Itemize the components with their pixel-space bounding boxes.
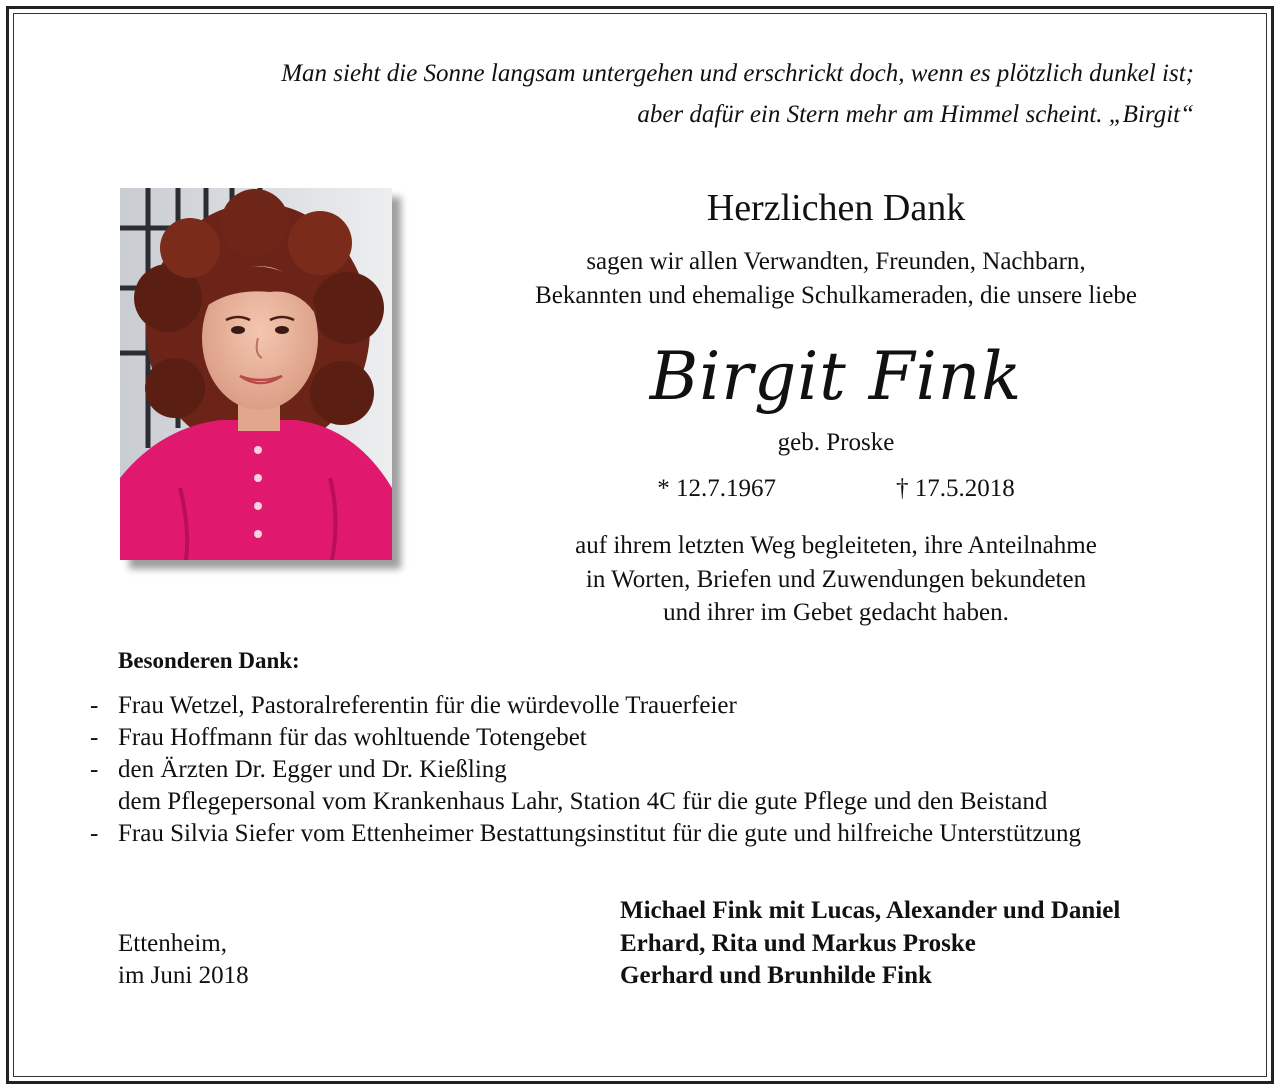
- list-item: [90, 690, 1081, 722]
- list-item-text: den Ärzten Dr. Egger und Dr. Kießling: [118, 756, 507, 783]
- place: Ettenheim,: [118, 930, 227, 957]
- after-line-1: auf ihrem letzten Weg begleiteten, ihre Anteilnahme: [575, 532, 1097, 559]
- list-item-text: Frau Hoffmann für das wohltuende Totengebet: [118, 724, 587, 751]
- list-item: [90, 818, 1081, 850]
- intro-line-2: Bekannten und ehemalige Schulkameraden, die unsere liebe: [535, 282, 1137, 309]
- signatory-2: Erhard, Rita und Markus Proske: [620, 930, 976, 957]
- quote-line-1: Man sieht die Sonne langsam untergehen und erschrickt doch, wenn es plötzlich dunkel ist;: [281, 60, 1194, 87]
- list-item: [90, 754, 1081, 786]
- signature-date: im Juni 2018: [118, 962, 249, 989]
- signatory-3: Gerhard und Brunhilde Fink: [620, 962, 932, 989]
- after-line-2: in Worten, Briefen und Zuwendungen bekundeten: [585, 566, 1087, 593]
- birth-date: * 12.7.1967: [657, 475, 776, 502]
- portrait-illustration: [120, 188, 392, 560]
- portrait-photo: [120, 188, 392, 560]
- signatory-1: Michael Fink mit Lucas, Alexander und Daniel: [620, 897, 1121, 924]
- list-item: [90, 786, 1081, 818]
- intro-line-1: sagen wir allen Verwandten, Freunden, Nachbarn,: [586, 248, 1086, 275]
- death-date: † 17.5.2018: [896, 475, 1015, 502]
- special-thanks-title: Besonderen Dank:: [118, 648, 300, 673]
- heading-thanks: Herzlichen Dank: [706, 187, 966, 229]
- list-dash: -: [90, 820, 99, 847]
- list-dash: -: [90, 756, 99, 783]
- list-item-text: Frau Wetzel, Pastoralreferentin für die würdevolle Trauerfeier: [118, 692, 737, 719]
- after-line-3: und ihrer im Gebet gedacht haben.: [663, 599, 1009, 626]
- maiden-name: geb. Proske: [777, 429, 895, 456]
- list-item: [90, 722, 1081, 754]
- list-dash: -: [90, 692, 99, 719]
- list-item-text: Frau Silvia Siefer vom Ettenheimer Bestattungsinstitut für die gute und hilfreiche Unterstützung: [118, 820, 1081, 847]
- deceased-name: Birgit Fink: [649, 338, 1023, 415]
- list-dash: -: [90, 724, 99, 751]
- list-item-text: dem Pflegepersonal vom Krankenhaus Lahr, Station 4C für die gute Pflege und den Beistand: [118, 788, 1048, 815]
- life-dates: [480, 475, 1192, 503]
- special-thanks-list: [90, 690, 1081, 850]
- quote-line-2: aber dafür ein Stern mehr am Himmel scheint. „Birgit“: [637, 101, 1194, 128]
